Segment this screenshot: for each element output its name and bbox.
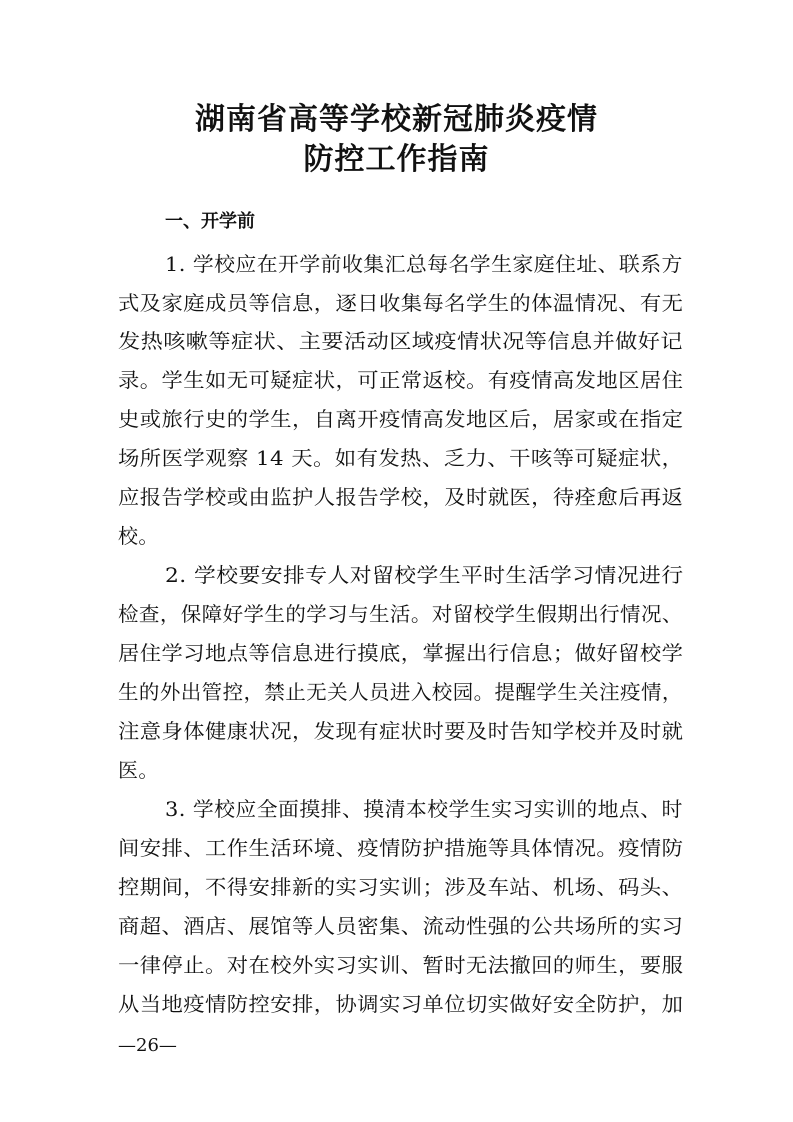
paragraph-1-line: 校。 xyxy=(118,524,159,548)
paragraph-2-line: 生的外出管控，禁止无关人员进入校园。提醒学生关注疫情， xyxy=(118,680,683,704)
paragraph-1-line: 应报告学校或由监护人报告学校，及时就医，待痊愈后再返 xyxy=(118,485,684,509)
document-title-line-1: 湖南省高等学校新冠肺炎疫情 xyxy=(195,102,598,137)
paragraph-3-line: 间安排、工作生活环境、疫情防护措施等具体情况。疫情防 xyxy=(118,836,684,860)
paragraph-2-line: 居住学习地点等信息进行摸底，掌握出行信息；做好留校学 xyxy=(118,641,684,665)
paragraph-1-line: 发热咳嗽等症状、主要活动区域疫情状况等信息并做好记 xyxy=(118,329,683,353)
paragraph-1-line: 录。学生如无可疑症状，可正常返校。有疫情高发地区居住 xyxy=(118,368,684,392)
paragraph-1-line: 1. 学校应在开学前收集汇总每名学生家庭住址、联系方 xyxy=(165,252,683,276)
page-number: —26— xyxy=(118,1035,177,1056)
section-heading: 一、开学前 xyxy=(165,211,255,232)
document-title-line-2: 防控工作指南 xyxy=(303,142,490,177)
paragraph-3-line: 商超、酒店、展馆等人员密集、流动性强的公共场所的实习 xyxy=(118,914,684,938)
paragraph-1-line: 史或旅行史的学生，自离开疫情高发地区后，居家或在指定 xyxy=(118,407,684,431)
paragraph-3-line: 3. 学校应全面摸排、摸清本校学生实习实训的地点、时 xyxy=(165,797,683,821)
paragraph-1-line: 场所医学观察 14 天。如有发热、乏力、干咳等可疑症状， xyxy=(118,446,684,470)
paragraph-3-line: 从当地疫情防控安排，协调实习单位切实做好安全防护，加 xyxy=(118,992,684,1016)
paragraph-2-line: 2. 学校要安排专人对留校学生平时生活学习情况进行 xyxy=(165,563,684,587)
paragraph-2-line: 医。 xyxy=(118,758,159,782)
paragraph-3-line: 控期间，不得安排新的实习实训；涉及车站、机场、码头、 xyxy=(118,875,684,899)
paragraph-2-line: 注意身体健康状况，发现有症状时要及时告知学校并及时就 xyxy=(118,719,684,743)
paragraph-3-line: 一律停止。对在校外实习实训、暂时无法撤回的师生，要服 xyxy=(118,953,684,977)
paragraph-2-line: 检查，保障好学生的学习与生活。对留校学生假期出行情况、 xyxy=(118,602,683,626)
paragraph-1-line: 式及家庭成员等信息，逐日收集每名学生的体温情况、有无 xyxy=(118,291,684,315)
